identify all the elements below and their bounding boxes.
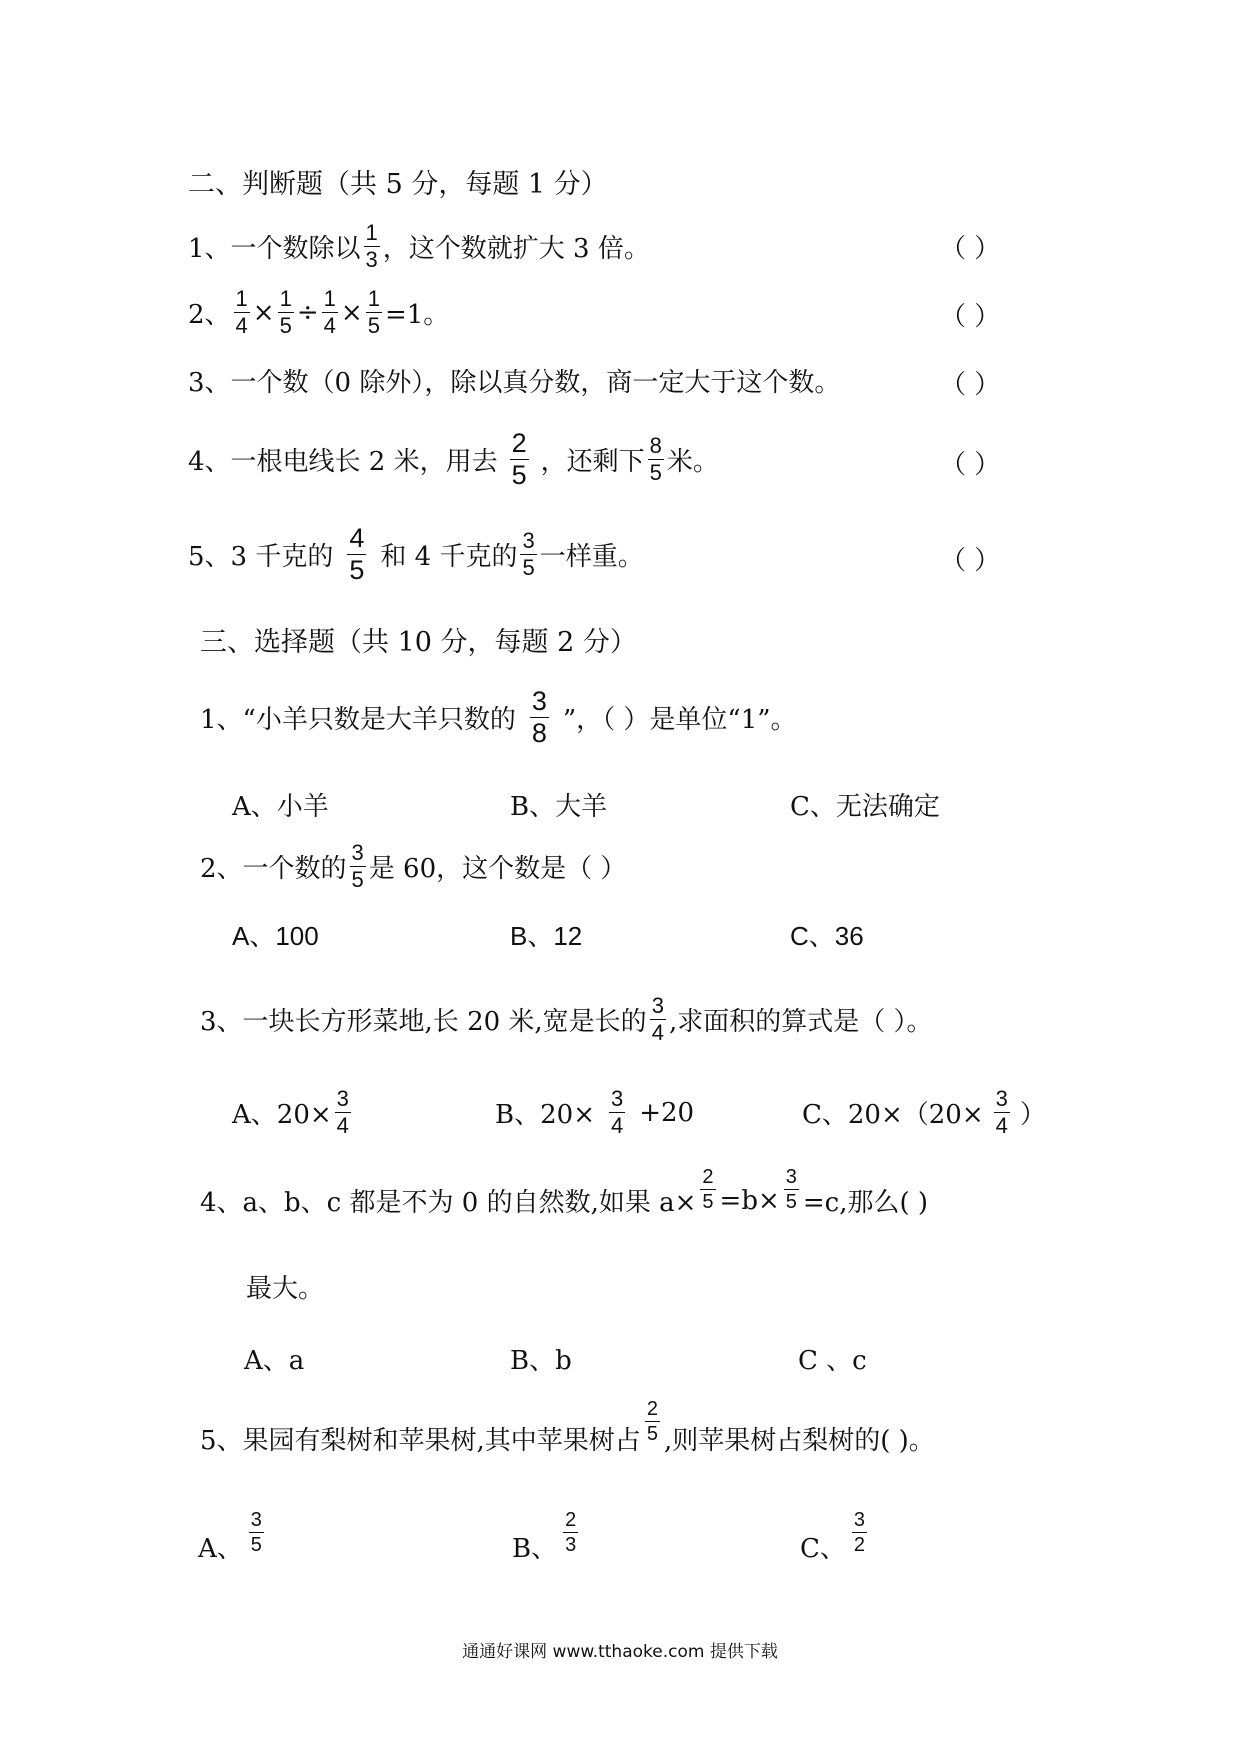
- judge-question-2: [188, 288, 449, 337]
- option-a[interactable]: A、100: [232, 921, 319, 951]
- answer-blank[interactable]: （ ）: [940, 234, 1001, 264]
- q-text: 2、: [188, 300, 231, 330]
- option-a[interactable]: [198, 1500, 270, 1565]
- fraction: $\frac{3}{4}$: [995, 1086, 1008, 1138]
- section3-title: 三、选择题（共 10 分，每题 2 分）: [200, 627, 637, 658]
- option-b[interactable]: [512, 1500, 584, 1565]
- fraction: $\frac{3}{5}$: [250, 1509, 262, 1556]
- option-c[interactable]: C 、c: [798, 1346, 867, 1376]
- judge-question-4: [188, 430, 719, 489]
- fraction: $\frac{3}{4}$: [651, 993, 664, 1045]
- fraction: $\frac{1}{3}$: [365, 220, 378, 272]
- answer-blank[interactable]: （ ）: [940, 302, 1001, 332]
- q-text: =b×: [719, 1185, 780, 1216]
- answer-blank[interactable]: （ ）: [940, 546, 1001, 576]
- option-text: A、: [198, 1534, 243, 1564]
- judge-question-3: [188, 362, 840, 399]
- option-c[interactable]: [800, 1500, 873, 1565]
- q-text: 4、一根电线长 2 米，用去: [188, 447, 498, 477]
- choice-question-4: [200, 1166, 929, 1219]
- fraction: $\frac{1}{4}$: [323, 286, 336, 338]
- option-text: +20: [639, 1097, 695, 1128]
- fraction: $\frac{3}{8}$: [531, 686, 547, 748]
- fraction: $\frac{3}{5}$: [522, 528, 535, 580]
- fraction: $\frac{2}{3}$: [565, 1509, 577, 1556]
- fraction: $\frac{1}{5}$: [367, 286, 380, 338]
- q-text: 一样重。: [539, 542, 644, 572]
- option-text: ）: [1019, 1100, 1046, 1130]
- fraction: $\frac{4}{5}$: [349, 523, 365, 585]
- operator: ×: [252, 297, 275, 328]
- fraction: $\frac{1}{5}$: [279, 286, 292, 338]
- fraction: $\frac{2}{5}$: [646, 1398, 658, 1445]
- option-a[interactable]: A、a: [244, 1346, 305, 1376]
- option-a[interactable]: [232, 1088, 354, 1137]
- fraction: $\frac{3}{4}$: [610, 1086, 624, 1138]
- section2-title: 二、判断题（共 5 分，每题 1 分）: [188, 169, 608, 200]
- fraction: $\frac{2}{5}$: [702, 1166, 714, 1213]
- fraction: $\frac{1}{4}$: [235, 286, 248, 338]
- choice-question-2: [200, 842, 626, 891]
- footer-credit: 通通好课网 www.tthaoke.com 提供下载: [462, 1642, 778, 1662]
- option-text: C、20×（20×: [802, 1100, 984, 1130]
- choice-question-5: [200, 1398, 935, 1457]
- option-text: B、: [512, 1534, 558, 1564]
- fraction: $\frac{3}{5}$: [785, 1166, 797, 1213]
- answer-blank[interactable]: （ ）: [940, 450, 1001, 480]
- option-b[interactable]: B、b: [510, 1346, 572, 1376]
- fraction: $\frac{2}{5}$: [511, 428, 527, 490]
- fraction: $\frac{3}{5}$: [351, 840, 364, 892]
- q-text: =1。: [384, 300, 450, 330]
- q-text: 4、a、b、c 都是不为 0 的自然数,如果 a×: [200, 1188, 697, 1218]
- operator: ×: [340, 297, 363, 328]
- q-text: ”，（ ）是单位“1”。: [562, 705, 797, 735]
- q-text: ，这个数就扩大 3 倍。: [382, 234, 650, 264]
- judge-question-5: [188, 525, 644, 584]
- judge-question-1: [188, 222, 650, 271]
- choice-question-4-continued: 最大。: [246, 1274, 325, 1304]
- option-a[interactable]: A、小羊: [232, 792, 329, 822]
- q-text: 3、一个数（0 除外），除以真分数，商一定大于这个数。: [188, 368, 841, 398]
- q-text: 是 60，这个数是（ ）: [368, 854, 627, 884]
- option-b[interactable]: [495, 1088, 694, 1137]
- answer-blank[interactable]: （ ）: [940, 370, 1001, 400]
- q-text: =c,那么( ): [802, 1188, 929, 1218]
- q-text: 5、3 千克的: [188, 542, 334, 572]
- q-text: 和 4 千克的: [380, 542, 518, 572]
- q-text: ,则苹果树占梨树的( )。: [663, 1426, 935, 1456]
- choice-question-3: [200, 995, 932, 1044]
- q-text: ，还剩下: [540, 447, 645, 477]
- q-text: 2、一个数的: [200, 854, 347, 884]
- q-text: 3、一块长方形菜地,长 20 米,宽是长的: [200, 1007, 647, 1037]
- q-text: 米。: [666, 447, 719, 477]
- q-text: 5、果园有梨树和苹果树,其中苹果树占: [200, 1426, 641, 1456]
- q-text: 1、“小羊只数是大羊只数的: [200, 705, 516, 735]
- q-text: 1、一个数除以: [188, 234, 361, 264]
- operator: ÷: [296, 297, 319, 328]
- option-c[interactable]: C、无法确定: [790, 792, 940, 822]
- choice-question-1: [200, 688, 797, 747]
- q-text: ,求面积的算式是（ ）。: [668, 1007, 933, 1037]
- option-b[interactable]: B、大羊: [510, 792, 608, 822]
- option-b[interactable]: B、12: [510, 921, 583, 951]
- option-c[interactable]: C、36: [790, 921, 864, 951]
- option-text: C、: [800, 1534, 846, 1564]
- option-c[interactable]: [802, 1088, 1046, 1137]
- fraction: $\frac{3}{4}$: [336, 1086, 349, 1138]
- option-text: A、20×: [232, 1100, 332, 1130]
- fraction: $\frac{8}{5}$: [649, 433, 662, 485]
- fraction: $\frac{3}{2}$: [853, 1509, 866, 1556]
- option-text: B、20×: [495, 1100, 595, 1130]
